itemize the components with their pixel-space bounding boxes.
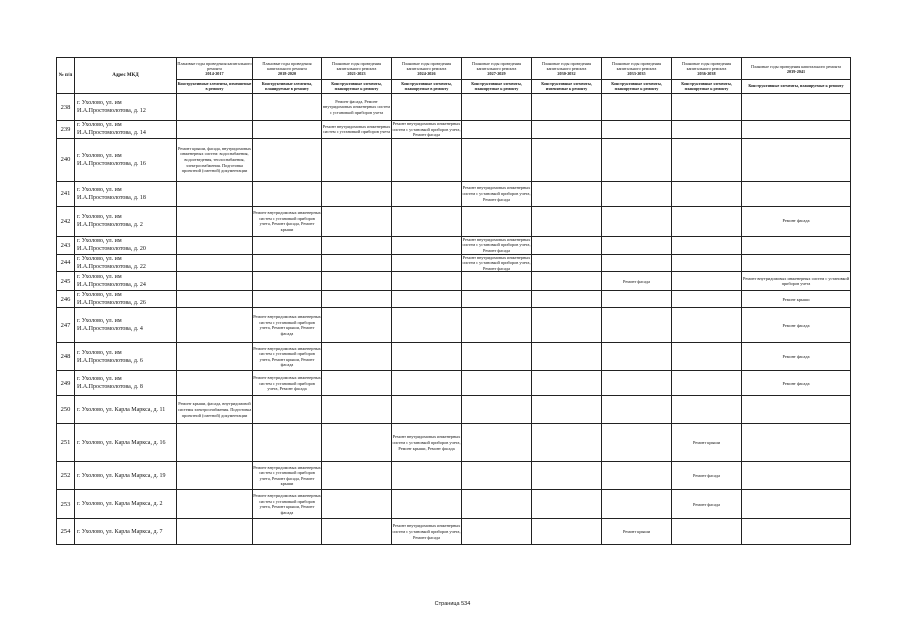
work-cell: [602, 121, 672, 139]
period-title: Плановые годы проведения капитального ремонта: [331, 61, 382, 71]
row-address: г. Ухолово, ул. им И.А.Простомолотова, д. 26: [75, 291, 177, 308]
table-row: [57, 308, 851, 343]
planned-work-text: Ремонт внутридомовых инженерных систем с установкой приборов учета, Ремонт фасада, Ремонт крыши: [253, 210, 321, 232]
work-cell: [602, 291, 672, 308]
row-address: г. Ухолово, ул. Карла Маркса, д. 7: [75, 519, 177, 545]
work-cell: [253, 181, 322, 206]
work-cell: [392, 121, 462, 139]
planned-work-text: Ремонт внутридомовых инженерных систем с установкой приборов учета, Ремонт фасада, Ремонт крыши: [253, 464, 321, 487]
work-cell: [532, 272, 602, 291]
work-cell: [532, 371, 602, 396]
row-number: 252: [57, 462, 75, 490]
period-header-3: [392, 58, 462, 80]
row-number: 238: [57, 94, 75, 121]
table-row: [57, 181, 851, 206]
row-number: 244: [57, 254, 75, 272]
table-header: [57, 58, 851, 94]
work-cell: [392, 181, 462, 206]
table-row: [57, 343, 851, 371]
work-cell: [602, 138, 672, 181]
period-years: 2039-2041: [786, 68, 806, 74]
work-cell: [462, 94, 532, 121]
work-cell: [177, 272, 253, 291]
work-cell: [672, 181, 742, 206]
work-cell: [532, 236, 602, 254]
work-cell: [322, 206, 392, 236]
work-cell: [672, 424, 742, 462]
work-cell: [532, 254, 602, 272]
work-cell: [462, 424, 532, 462]
work-cell: [177, 396, 253, 424]
table-row: [57, 490, 851, 519]
work-cell: [742, 371, 851, 396]
work-cell: [602, 424, 672, 462]
work-cell: [672, 254, 742, 272]
period-subheader-7: Конструктивные элементы, планируемые к ремонту: [672, 80, 742, 94]
work-cell: [742, 138, 851, 181]
work-cell: [322, 308, 392, 343]
work-cell: [532, 490, 602, 519]
period-header-0: [177, 58, 253, 80]
work-cell: [322, 371, 392, 396]
planned-work-text: Ремонт фасада: [782, 380, 810, 386]
row-number: 247: [57, 308, 75, 343]
column-header-number: № п/п: [57, 58, 75, 94]
work-cell: [322, 138, 392, 181]
work-cell: [672, 462, 742, 490]
table-row: [57, 254, 851, 272]
period-header-8: [742, 58, 851, 80]
period-subheader-4: Конструктивные элементы, планируемые к ремонту: [462, 80, 532, 94]
work-cell: [532, 138, 602, 181]
work-cell: [322, 121, 392, 139]
planned-work-text: Ремонт крыши, фасада, внутридомовых инженерных систем: водоснабжения, водоотведения, теплоснабжения, электроснабжения. Подготовка проектной (сметной) документации: [177, 145, 252, 174]
work-cell: [177, 291, 253, 308]
work-cell: [392, 519, 462, 545]
work-cell: [742, 254, 851, 272]
work-cell: [392, 343, 462, 371]
table-row: [57, 519, 851, 545]
work-cell: [177, 94, 253, 121]
planned-work-text: Ремонт крыши: [692, 440, 721, 446]
period-subheader-0: Конструктивные элементы, изменяемые в ремонту: [177, 80, 253, 94]
work-cell: [253, 121, 322, 139]
work-cell: [177, 371, 253, 396]
row-number: 246: [57, 291, 75, 308]
work-cell: [253, 206, 322, 236]
work-cell: [742, 94, 851, 121]
table-body: [57, 94, 851, 545]
planned-work-text: Ремонт фасада: [782, 354, 810, 360]
work-cell: [602, 236, 672, 254]
period-title: Плановые годы проведения капитального ремонта: [177, 61, 252, 71]
work-cell: [462, 236, 532, 254]
period-title: Плановые годы проведения капитального ремонта: [611, 61, 662, 71]
table-row: [57, 396, 851, 424]
period-years: 2027-2029: [487, 71, 506, 76]
work-cell: [532, 291, 602, 308]
table-row: [57, 236, 851, 254]
work-cell: [462, 519, 532, 545]
work-cell: [672, 371, 742, 396]
work-cell: [532, 396, 602, 424]
table-row: [57, 94, 851, 121]
work-cell: [322, 343, 392, 371]
planned-work-text: Ремонт внутридомовых инженерных систем с установкой приборов учета, Ремонт фасада: [462, 236, 531, 253]
work-cell: [462, 308, 532, 343]
planned-work-text: Ремонт крыши: [782, 296, 810, 302]
work-cell: [322, 94, 392, 121]
row-address: г. Ухолово, ул. им И.А.Простомолотова, д. 8: [75, 371, 177, 396]
work-cell: [392, 371, 462, 396]
work-cell: [392, 291, 462, 308]
row-number: 243: [57, 236, 75, 254]
period-subheader-3: Конструктивные элементы, планируемые в ремонту: [392, 80, 462, 94]
work-cell: [742, 519, 851, 545]
work-cell: [602, 343, 672, 371]
work-cell: [462, 138, 532, 181]
capital-repair-schedule-table: [56, 57, 851, 545]
period-subheader-1: Конструктивные элементы, планируемые в ремонту: [253, 80, 322, 94]
work-cell: [462, 291, 532, 308]
work-cell: [392, 308, 462, 343]
table-row: [57, 291, 851, 308]
work-cell: [253, 490, 322, 519]
work-cell: [672, 396, 742, 424]
work-cell: [322, 396, 392, 424]
work-cell: [253, 308, 322, 343]
period-title: Плановые годы проведения капитального ремонта: [541, 61, 592, 71]
work-cell: [742, 272, 851, 291]
work-cell: [532, 121, 602, 139]
period-years: 2014-2017: [205, 71, 224, 76]
planned-work-text: Ремонт фасада: [692, 501, 720, 507]
work-cell: [462, 254, 532, 272]
row-address: г. Ухолово, ул. им И.А.Простомолотова, д. 16: [75, 138, 177, 181]
work-cell: [392, 94, 462, 121]
work-cell: [392, 396, 462, 424]
work-cell: [462, 490, 532, 519]
work-cell: [602, 206, 672, 236]
period-header-5: [532, 58, 602, 80]
planned-work-text: Ремонт фасада: [692, 473, 720, 479]
work-cell: [672, 343, 742, 371]
planned-work-text: Ремонт внутридомовых инженерных систем с установкой приборов учета: [742, 275, 850, 287]
planned-work-text: Ремонт фасада: [782, 218, 810, 224]
work-cell: [672, 519, 742, 545]
work-cell: [392, 462, 462, 490]
work-cell: [253, 462, 322, 490]
work-cell: [253, 519, 322, 545]
planned-work-text: Ремонт внутридомовых инженерных систем с установкой приборов учета, Ремонт фасада: [462, 185, 531, 202]
row-address: г. Ухолово, ул. им И.А.Простомолотова, д. 6: [75, 343, 177, 371]
row-number: 248: [57, 343, 75, 371]
period-years: 2018-2020: [277, 71, 297, 76]
work-cell: [392, 272, 462, 291]
row-number: 251: [57, 424, 75, 462]
period-title: Плановые годы проведения капитального ремонта: [401, 61, 452, 71]
period-header-2: [322, 58, 392, 80]
row-number: 241: [57, 181, 75, 206]
row-address: г. Ухолово, ул. им И.А.Простомолотова, д. 12: [75, 94, 177, 121]
work-cell: [602, 254, 672, 272]
work-cell: [532, 181, 602, 206]
row-address: г. Ухолово, ул. Карла Маркса, д. 2: [75, 490, 177, 519]
work-cell: [462, 462, 532, 490]
work-cell: [177, 236, 253, 254]
period-years: 2033-2035: [627, 71, 646, 76]
work-cell: [177, 181, 253, 206]
work-cell: [253, 94, 322, 121]
planned-work-text: Ремонт внутридомовых инженерных систем с установкой приборов учета, Ремонт фасада: [253, 374, 321, 392]
row-number: 249: [57, 371, 75, 396]
work-cell: [322, 254, 392, 272]
planned-work-text: Ремонт внутридомовых инженерных систем с установкой приборов учета, Ремонт крыши, Ремонт фасада: [253, 493, 321, 515]
work-cell: [742, 424, 851, 462]
work-cell: [672, 308, 742, 343]
work-cell: [602, 519, 672, 545]
work-cell: [462, 121, 532, 139]
period-subheader-6: Конструктивные элементы, планируемые к ремонту: [602, 80, 672, 94]
row-address: г. Ухолово, ул. Карла Маркса, д. 11: [75, 396, 177, 424]
work-cell: [392, 254, 462, 272]
work-cell: [177, 254, 253, 272]
work-cell: [253, 272, 322, 291]
work-cell: [742, 308, 851, 343]
period-header-7: [672, 58, 742, 80]
period-years: 2030-2032: [557, 71, 576, 76]
row-address: г. Ухолово, ул. им И.А.Простомолотова, д. 22: [75, 254, 177, 272]
table-row: [57, 206, 851, 236]
work-cell: [322, 272, 392, 291]
work-cell: [672, 236, 742, 254]
work-cell: [322, 236, 392, 254]
work-cell: [177, 424, 253, 462]
planned-work-text: Ремонт внутридомовых инженерных систем с установкой приборов учета: [322, 123, 391, 135]
period-subheader-8: Конструктивные элементы, планируемые к ремонту: [742, 80, 851, 94]
period-header-6: [602, 58, 672, 80]
work-cell: [602, 490, 672, 519]
row-number: 239: [57, 121, 75, 139]
work-cell: [602, 371, 672, 396]
work-cell: [742, 206, 851, 236]
work-cell: [742, 462, 851, 490]
work-cell: [322, 291, 392, 308]
table-row: [57, 462, 851, 490]
work-cell: [392, 206, 462, 236]
work-cell: [742, 343, 851, 371]
work-cell: [532, 519, 602, 545]
work-cell: [742, 396, 851, 424]
work-cell: [742, 181, 851, 206]
period-years: 2021-2023: [347, 71, 366, 76]
work-cell: [672, 94, 742, 121]
work-cell: [322, 490, 392, 519]
work-cell: [462, 371, 532, 396]
row-address: г. Ухолово, ул. Карла Маркса, д. 16: [75, 424, 177, 462]
period-years: 2024-2026: [417, 71, 436, 76]
work-cell: [392, 138, 462, 181]
work-cell: [532, 343, 602, 371]
work-cell: [602, 94, 672, 121]
planned-work-text: Ремонт внутридомовых инженерных систем с установкой приборов учета, Ремонт фасада: [392, 523, 461, 540]
work-cell: [602, 272, 672, 291]
work-cell: [602, 396, 672, 424]
period-subheader-2: Конструктивные элементы, планируемые к ремонту: [322, 80, 392, 94]
row-address: г. Ухолово, ул. им И.А.Простомолотова, д. 18: [75, 181, 177, 206]
period-title: Плановые годы проведения капитального ремонта: [750, 63, 841, 69]
work-cell: [462, 343, 532, 371]
work-cell: [532, 94, 602, 121]
work-cell: [672, 138, 742, 181]
work-cell: [177, 206, 253, 236]
work-cell: [322, 519, 392, 545]
row-number: 242: [57, 206, 75, 236]
work-cell: [602, 308, 672, 343]
row-address: г. Ухолово, ул. им И.А.Простомолотова, д. 14: [75, 121, 177, 139]
table-row: [57, 272, 851, 291]
period-header-4: [462, 58, 532, 80]
work-cell: [177, 490, 253, 519]
work-cell: [462, 272, 532, 291]
work-cell: [742, 490, 851, 519]
work-cell: [253, 291, 322, 308]
row-address: г. Ухолово, ул. им И.А.Простомолотова, д. 2: [75, 206, 177, 236]
period-title: Плановые годы проведения капитального ремонта: [681, 61, 732, 71]
planned-work-text: Ремонт внутридомовых инженерных систем с установкой приборов учета, Ремонт крыши, Ремонт фасада: [253, 345, 321, 368]
row-number: 253: [57, 490, 75, 519]
work-cell: [672, 272, 742, 291]
row-number: 254: [57, 519, 75, 545]
work-cell: [392, 236, 462, 254]
planned-work-text: Ремонт фасада, Ремонт внутридомовых инженерных систем с установкой приборов учета: [323, 98, 390, 115]
table-row: [57, 121, 851, 139]
work-cell: [672, 206, 742, 236]
row-number: 245: [57, 272, 75, 291]
work-cell: [672, 291, 742, 308]
work-cell: [253, 396, 322, 424]
work-cell: [532, 462, 602, 490]
work-cell: [532, 424, 602, 462]
planned-work-text: Ремонт фасада: [622, 278, 650, 284]
work-cell: [602, 462, 672, 490]
work-cell: [462, 396, 532, 424]
period-header-1: [253, 58, 322, 80]
work-cell: [177, 462, 253, 490]
work-cell: [177, 138, 253, 181]
work-cell: [462, 206, 532, 236]
row-address: г. Ухолово, ул. Карла Маркса, д. 19: [75, 462, 177, 490]
row-address: г. Ухолово, ул. им И.А.Простомолотова, д. 4: [75, 308, 177, 343]
planned-work-text: Ремонт внутридомовых инженерных систем с установкой приборов учета, Ремонт фасада: [462, 254, 531, 271]
column-header-address: Адрес МКД: [75, 58, 177, 94]
work-cell: [462, 181, 532, 206]
period-years: 2036-2038: [697, 71, 716, 76]
work-cell: [742, 236, 851, 254]
work-cell: [253, 371, 322, 396]
work-cell: [742, 121, 851, 139]
row-number: 240: [57, 138, 75, 181]
work-cell: [322, 181, 392, 206]
work-cell: [177, 308, 253, 343]
work-cell: [322, 424, 392, 462]
work-cell: [253, 424, 322, 462]
work-cell: [253, 236, 322, 254]
work-cell: [532, 308, 602, 343]
work-cell: [532, 206, 602, 236]
work-cell: [602, 181, 672, 206]
work-cell: [177, 121, 253, 139]
planned-work-text: Ремонт внутридомовых инженерных систем с установкой приборов учета, Ремонт крыши, Ремонт фасада: [392, 434, 461, 451]
period-subheader-5: Конструктивные элементы, изменяемые к ремонту: [532, 80, 602, 94]
work-cell: [177, 343, 253, 371]
work-cell: [253, 254, 322, 272]
table-row: [57, 424, 851, 462]
work-cell: [742, 291, 851, 308]
work-cell: [177, 519, 253, 545]
row-address: г. Ухолово, ул. им И.А.Простомолотова, д. 24: [75, 272, 177, 291]
work-cell: [253, 138, 322, 181]
work-cell: [392, 490, 462, 519]
table-row: [57, 138, 851, 181]
period-title: Плановые годы проведения капитального ремонта: [471, 61, 522, 71]
work-cell: [672, 490, 742, 519]
table-row: [57, 371, 851, 396]
planned-work-text: Ремонт крыши, фасада, внутридомовой системы электроснабжения. Подготовка проектной (сметной) документации: [177, 401, 252, 418]
planned-work-text: Ремонт крыши: [622, 529, 651, 535]
work-cell: [672, 121, 742, 139]
planned-work-text: Ремонт внутридомовых инженерных систем с установкой приборов учета, Ремонт фасада: [392, 121, 461, 138]
work-cell: [253, 343, 322, 371]
work-cell: [322, 462, 392, 490]
planned-work-text: Ремонт фасада: [782, 322, 810, 328]
planned-work-text: Ремонт внутридомовых инженерных систем с установкой приборов учета, Ремонт крыши, Ремонт фасада: [253, 314, 321, 336]
row-number: 250: [57, 396, 75, 424]
page-number: Страница 534: [434, 601, 471, 607]
period-title: Плановые годы проведения капитального ремонта: [262, 61, 312, 71]
row-address: г. Ухолово, ул. им И.А.Простомолотова, д. 20: [75, 236, 177, 254]
work-cell: [392, 424, 462, 462]
